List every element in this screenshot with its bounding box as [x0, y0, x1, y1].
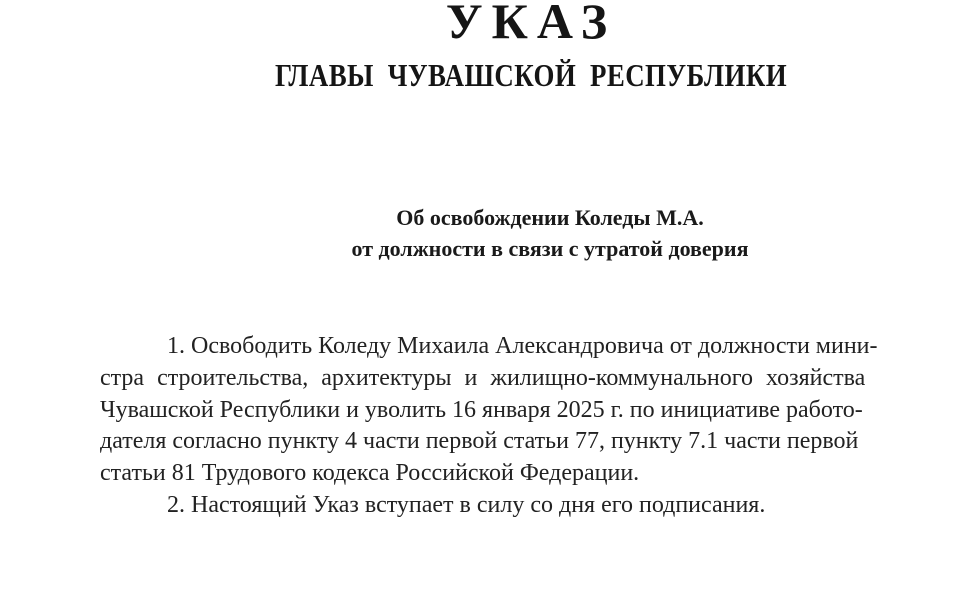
heading-line-2: от должности в связи с утратой доверия [351, 236, 749, 261]
decree-body [100, 331, 975, 522]
item-1-line-1: 1. Освободить Коледу Михаила Александровича от должности мини- [167, 333, 878, 359]
decree-heading [0, 202, 975, 264]
issuer-title: ГЛАВЫ ЧУВАШСКОЙ РЕСПУБЛИКИ [274, 57, 788, 93]
document-type-title: УКАЗ [445, 0, 617, 49]
item-1-line-3: Чувашской Республики и уволить 16 января 2025 г. по инициативе работо- [100, 396, 863, 423]
item-1-line-4: дателя согласно пункту 4 части первой статьи 77, пункту 7.1 части первой [100, 428, 859, 455]
item-2-line-1: 2. Настоящий Указ вступает в силу со дня его подписания. [167, 491, 766, 518]
heading-line-1: Об освобождении Коледы М.А. [396, 205, 704, 230]
item-1-line-5: статьи 81 Трудового кодекса Российской Федерации. [100, 460, 640, 487]
item-1-line-2: стра строительства, архитектуры и жилищно-коммунального хозяйства [100, 364, 866, 391]
